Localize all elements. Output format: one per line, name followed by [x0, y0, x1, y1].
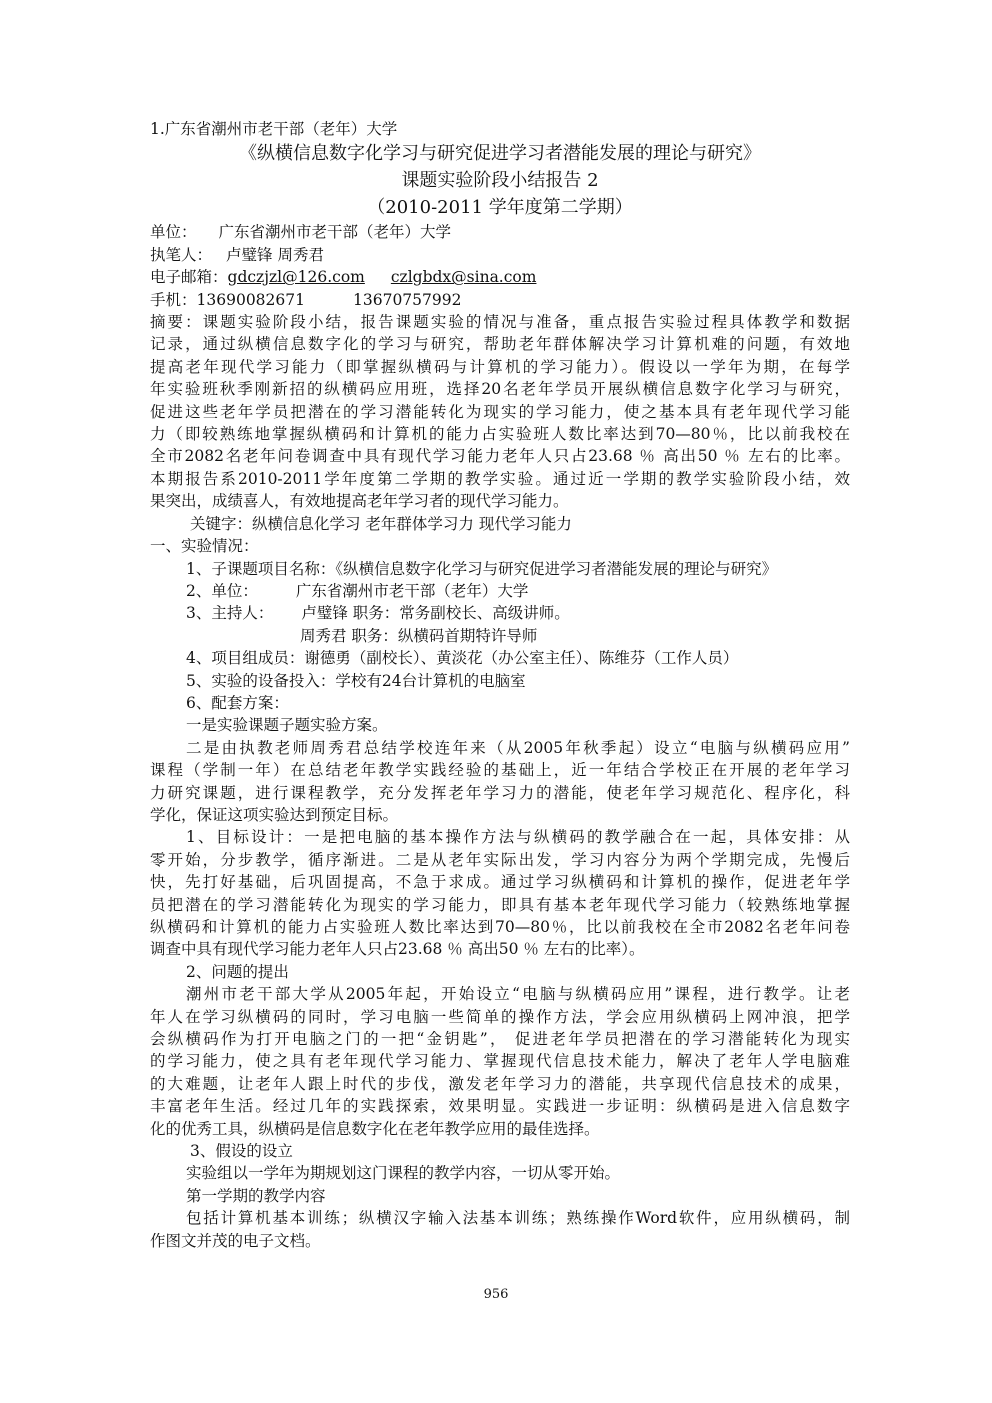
plan-line: 学化，保证这项实验达到预定目标。 — [150, 805, 399, 824]
abstract-line: 摘要：课题实验阶段小结，报告课题实验的情况与准备，重点报告实验过程具体教学和数据 — [150, 313, 850, 332]
list-item-value: 卢璧锋 职务：常务副校长、高级讲师。 — [301, 604, 570, 623]
email-line — [150, 266, 850, 288]
list-item-continuation: 周秀君 职务：纵横码首期特许导师 — [300, 626, 538, 645]
list-item-value: 广东省潮州市老干部（老年）大学 — [295, 581, 529, 600]
plan-line: 二是由执教老师周秀君总结学校连年来（从2005年秋季起）设立“电脑与纵横码应用” — [186, 738, 850, 757]
document-term: （2010-2011 学年度第二学期） — [367, 197, 633, 219]
abstract-line: 本期报告系2010-2011学年度第二学期的教学实验。通过近一学期的教学实验阶段小结，效 — [150, 469, 850, 488]
abstract-line: 提高老年现代学习能力（即掌握纵横码与计算机的学习能力）。假设以一学年为期，在每学 — [150, 357, 850, 376]
abstract-line: 记录，通过纵横信息数字化的学习与研究，帮助老年群体解决学习计算机难的问题，有效地 — [150, 335, 850, 354]
phone-number-2: 13670757992 — [353, 290, 462, 309]
subsection-heading: 3、假设的设立 — [190, 1142, 293, 1161]
goal-line: 快，先打好基础，后巩固提高，不急于求成。通过学习纵横码和计算机的操作，促进老年学 — [150, 873, 850, 892]
list-item: 1、子课题项目名称：《纵横信息数字化学习与研究促进学习者潜能发展的理论与研究》 — [186, 559, 778, 578]
list-item-label: 2、单位： — [186, 581, 258, 600]
plan-line: 力研究课题，进行课程教学，充分发挥老年学习力的潜能，使老年学习规范化、程序化，科 — [150, 783, 850, 802]
problem-line: 会纵横码作为打开电脑之门的一把“金钥匙”， 促进老年学员把潜在的学习潜能转化为现实 — [150, 1030, 850, 1049]
list-item: 5、实验的设备投入：学校有24台计算机的电脑室 — [186, 671, 526, 690]
author-line — [150, 244, 850, 266]
unit-line — [150, 221, 850, 243]
problem-line: 丰富老年生活。经过几年的实践探索，效果明显。实践进一步证明：纵横码是进入信息数字 — [150, 1097, 850, 1116]
document-subtitle: 课题实验阶段小结报告 2 — [401, 170, 599, 192]
abstract-line: 果突出，成绩喜人，有效地提高老年学习者的现代学习能力。 — [150, 492, 569, 511]
list-item — [150, 580, 850, 602]
document-page — [150, 118, 850, 1252]
semester-heading: 第一学期的教学内容 — [186, 1186, 326, 1205]
phone-number-1: 13690082671 — [196, 290, 305, 309]
problem-line: 化的优秀工具，纵横码是信息数字化在老年教学应用的最佳选择。 — [150, 1119, 600, 1138]
abstract-line: 力（即较熟练地掌握纵横码和计算机的能力占实验班人数比率达到70—80％，比以前我校在 — [150, 425, 850, 444]
problem-line: 的大难题，让老年人跟上时代的步伐，激发老年学习力的潜能，共享现代信息技术的成果， — [150, 1074, 850, 1093]
phone-label: 手机： — [150, 290, 197, 309]
document-title: 《纵横信息数字化学习与研究促进学习者潜能发展的理论与研究》 — [239, 143, 761, 165]
problem-line: 的学习能力，使之具有老年现代学习能力、掌握现代信息技术能力，解决了老年人学电脑难 — [150, 1052, 850, 1071]
goal-line: 纵横码和计算机的能力占实验班人数比率达到70—80％，比以前我校在全市2082名老年问卷 — [150, 918, 850, 936]
plan-line: 课程（学制一年）在总结老年教学实践经验的基础上，近一年结合学校正在开展的老年学习 — [150, 761, 850, 780]
list-item: 6、配套方案： — [186, 693, 289, 712]
author-value: 卢璧锋 周秀君 — [226, 245, 324, 264]
email-link-1[interactable]: gdczjzl@126.com — [227, 268, 365, 287]
email-link-2[interactable]: czlgbdx@sina.com — [390, 268, 537, 287]
phone-line — [150, 289, 850, 311]
page-number: 956 — [483, 1287, 509, 1302]
semester-line: 包括计算机基本训练；纵横汉字输入法基本训练；熟练操作Word软件，应用纵横码，制 — [186, 1209, 850, 1228]
problem-line: 年人在学习纵横码的同时，学习电脑一些简单的操作方法，学会应用纵横码上网冲浪，把学 — [150, 1007, 850, 1026]
abstract — [150, 311, 850, 513]
unit-label: 单位： — [150, 223, 197, 242]
email-label: 电子邮箱： — [150, 268, 228, 287]
plan-line: 一是实验课题子题实验方案。 — [186, 716, 388, 735]
list-item-label: 3、主持人： — [186, 604, 274, 623]
list-item — [150, 602, 850, 624]
subsection-heading: 2、问题的提出 — [186, 962, 289, 981]
list-item: 4、项目组成员：谢德勇（副校长）、黄淡花（办公室主任）、陈维芬（工作人员） — [186, 649, 739, 668]
keywords: 关键字：纵横信息化学习 老年群体学习力 现代学习能力 — [190, 514, 572, 533]
problem-line: 潮州市老干部大学从2005年起，开始设立“电脑与纵横码应用”课程，进行教学。让老 — [186, 985, 850, 1004]
section-heading: 一、实验情况： — [150, 537, 259, 556]
goal-line: 调查中具有现代学习能力老年人只占23.68 ％ 高出50 ％ 左右的比率）。 — [150, 940, 645, 959]
goal-line: 零开始，分步教学，循序渐进。二是从老年实际出发，学习内容分为两个学期完成，先慢后 — [150, 850, 850, 869]
institution-line: 1.广东省潮州市老干部（老年）大学 — [150, 120, 398, 138]
abstract-line: 促进这些老年学员把潜在的学习潜能转化为现实的学习能力，使之基本具有老年现代学习能 — [150, 402, 850, 421]
abstract-line: 全市2082名老年问卷调查中具有现代学习能力老年人只占23.68 ％ 高出50 ％ 左右的比率。 — [150, 447, 850, 466]
hypothesis-line: 实验组以一学年为期规划这门课程的教学内容，一切从零开始。 — [186, 1164, 621, 1183]
goal-line: 员把潜在的学习潜能转化为现实的学习能力，即具有基本老年现代学习能力（较熟练地掌握 — [150, 895, 850, 914]
goal-line: 1、目标设计：一是把电脑的基本操作方法与纵横码的教学融合在一起，具体安排：从 — [186, 828, 850, 847]
author-label: 执笔人： — [150, 245, 213, 264]
abstract-line: 年实验班秋季刚新招的纵横码应用班，选择20名老年学员开展纵横信息数字化学习与研究， — [150, 380, 850, 399]
unit-value: 广东省潮州市老干部（老年）大学 — [218, 223, 452, 242]
semester-line: 作图文并茂的电子文档。 — [150, 1231, 321, 1250]
